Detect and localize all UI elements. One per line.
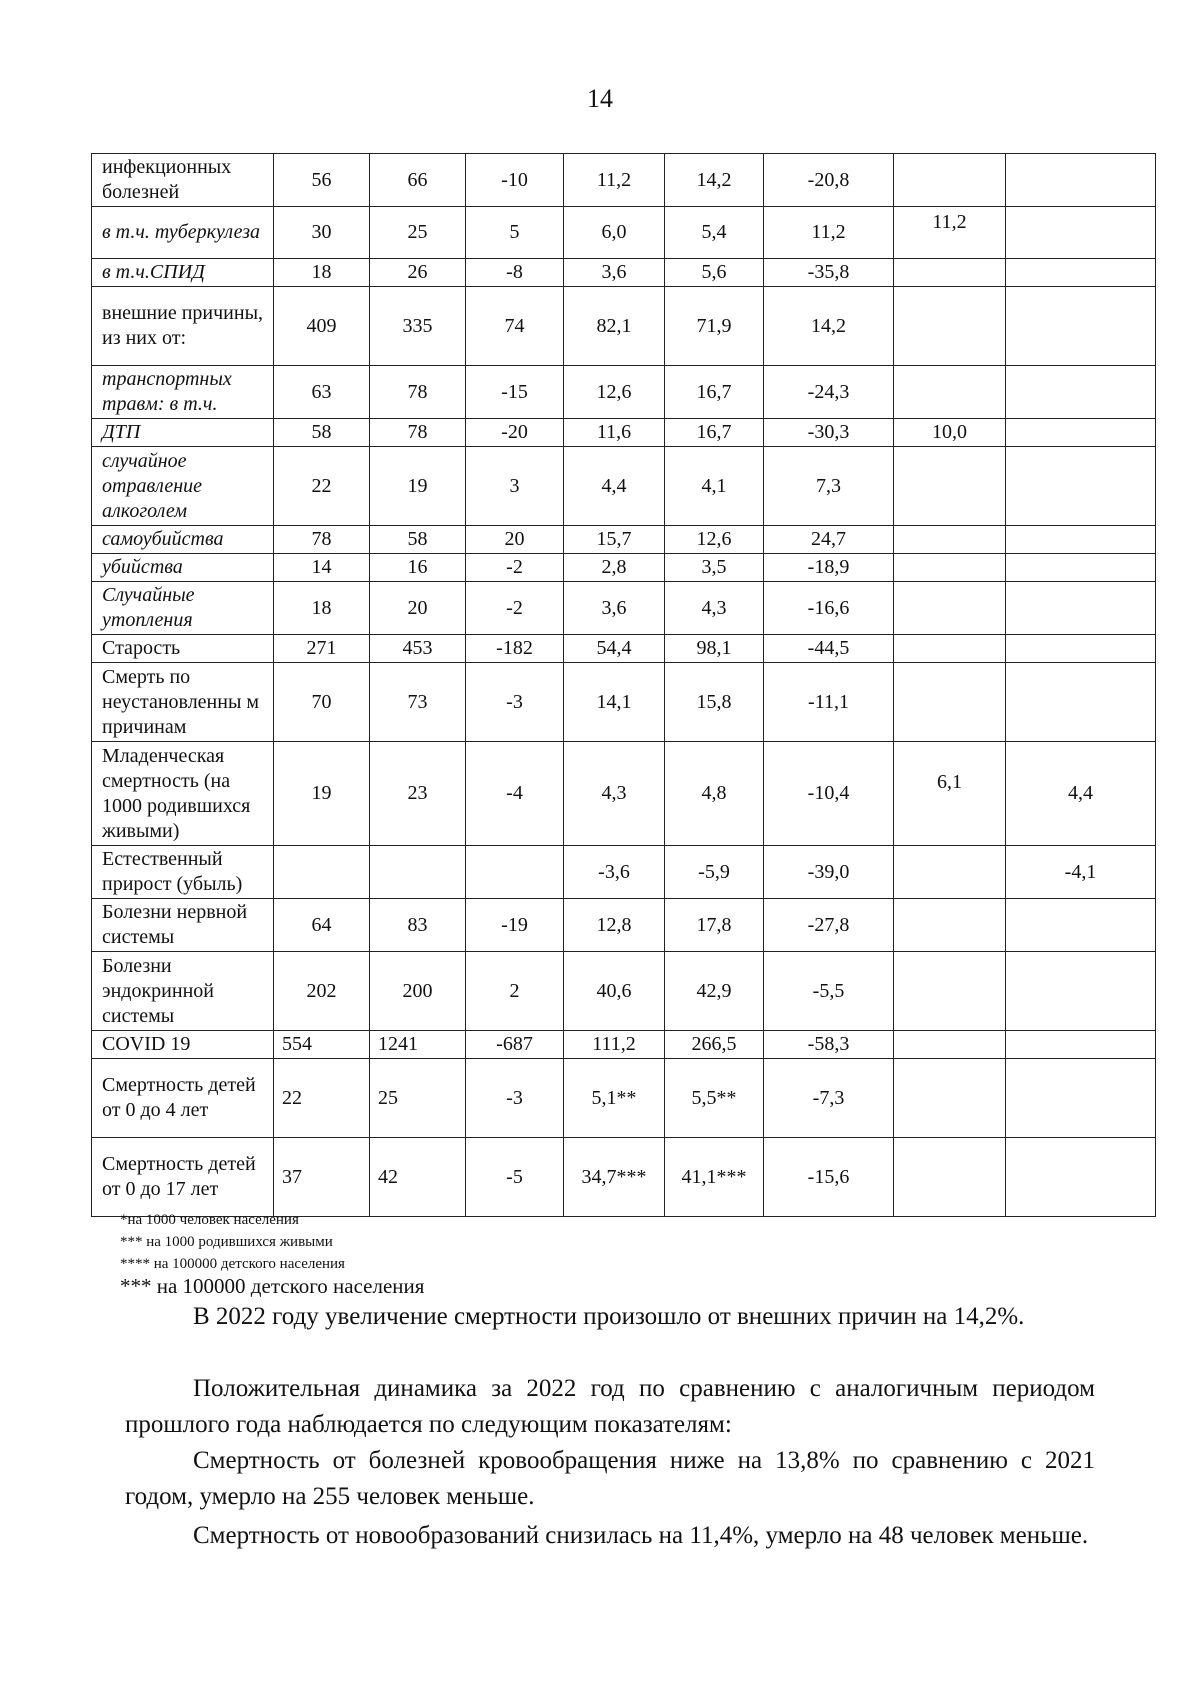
table-cell: [894, 526, 1006, 554]
table-cell: 3,6: [564, 582, 665, 635]
table-cell: 22: [274, 1059, 370, 1138]
table-cell: -19: [466, 899, 564, 952]
table-cell: -10,4: [764, 742, 894, 846]
table-cell: 16,7: [665, 419, 764, 447]
table-cell: -2: [466, 554, 564, 582]
table-cell: 10,0: [894, 419, 1006, 447]
table-row: [92, 366, 1156, 419]
table-row: [92, 1031, 1156, 1059]
table-cell: -3,6: [564, 846, 665, 899]
table-cell: -2: [466, 582, 564, 635]
table-cell: -24,3: [764, 366, 894, 419]
row-label: убийства: [92, 554, 274, 582]
table-row: [92, 207, 1156, 259]
row-label: Смерть по неустановленны м причинам: [92, 663, 274, 742]
table-cell: -5,9: [665, 846, 764, 899]
paragraph-text: Положительная динамика за 2022 год по сравнению с аналогичным периодом прошлого года наблюдается по следующим показателям:: [125, 1375, 1095, 1438]
table-row: [92, 259, 1156, 287]
table-cell: 70: [274, 663, 370, 742]
table-cell: 202: [274, 952, 370, 1031]
row-label: Младенческая смертность (на 1000 родившихся живыми): [92, 742, 274, 846]
table-cell: 19: [274, 742, 370, 846]
table-cell: 42,9: [665, 952, 764, 1031]
table-cell: 64: [274, 899, 370, 952]
table-row: [92, 952, 1156, 1031]
table-cell: 42: [370, 1138, 466, 1217]
table-row: [92, 899, 1156, 952]
table-cell: 30: [274, 207, 370, 259]
table-cell: [894, 554, 1006, 582]
table-row: [92, 582, 1156, 635]
table-cell: 18: [274, 259, 370, 287]
table-cell: 335: [370, 287, 466, 366]
table-cell: 453: [370, 635, 466, 663]
row-label: транспортных травм: в т.ч.: [92, 366, 274, 419]
table-cell: [894, 846, 1006, 899]
table-row: [92, 1138, 1156, 1217]
mortality-table: [91, 153, 1156, 1217]
table-cell: [894, 366, 1006, 419]
table-cell: 15,7: [564, 526, 665, 554]
table-cell: 41,1***: [665, 1138, 764, 1217]
body-paragraph: [125, 1443, 1095, 1515]
table-cell: [894, 1031, 1006, 1059]
table-cell: [1006, 207, 1156, 259]
table-cell: 14,2: [764, 287, 894, 366]
table-cell: 409: [274, 287, 370, 366]
row-label: Смертность детей от 0 до 4 лет: [92, 1059, 274, 1138]
table-cell: 2,8: [564, 554, 665, 582]
row-label: в т.ч. туберкулеза: [92, 207, 274, 259]
table-cell: [1006, 366, 1156, 419]
table-row: [92, 663, 1156, 742]
table-cell: -8: [466, 259, 564, 287]
table-cell: 3,5: [665, 554, 764, 582]
table-cell: [1006, 419, 1156, 447]
table-cell: -3: [466, 1059, 564, 1138]
table-cell: 54,4: [564, 635, 665, 663]
table-cell: -7,3: [764, 1059, 894, 1138]
table-cell: [894, 1059, 1006, 1138]
table-cell: 7,3: [764, 447, 894, 526]
row-label: Случайные утопления: [92, 582, 274, 635]
row-label: ДТП: [92, 419, 274, 447]
row-label: COVID 19: [92, 1031, 274, 1059]
table-cell: 4,4: [1006, 742, 1156, 846]
table-cell: 22: [274, 447, 370, 526]
table-cell: 4,3: [665, 582, 764, 635]
table-cell: 18: [274, 582, 370, 635]
table-cell: -35,8: [764, 259, 894, 287]
row-label: самоубийства: [92, 526, 274, 554]
table-cell: 82,1: [564, 287, 665, 366]
row-label: Естественный прирост (убыль): [92, 846, 274, 899]
table-cell: 56: [274, 154, 370, 207]
table-cell: 5,1**: [564, 1059, 665, 1138]
table-cell: -15: [466, 366, 564, 419]
table-cell: [274, 846, 370, 899]
table-row: [92, 287, 1156, 366]
table-cell: [1006, 554, 1156, 582]
table-cell: -687: [466, 1031, 564, 1059]
table-cell: [1006, 635, 1156, 663]
table-cell: [894, 899, 1006, 952]
table-cell: [370, 846, 466, 899]
table-cell: 200: [370, 952, 466, 1031]
table-cell: 58: [370, 526, 466, 554]
table-cell: [894, 259, 1006, 287]
page-number: 14: [587, 84, 613, 113]
table-cell: -15,6: [764, 1138, 894, 1217]
row-label: инфекционных болезней: [92, 154, 274, 207]
row-label: Старость: [92, 635, 274, 663]
table-cell: [1006, 259, 1156, 287]
table-cell: -5: [466, 1138, 564, 1217]
footnote: *** на 100000 детского населения: [120, 1274, 425, 1298]
table-cell: 20: [370, 582, 466, 635]
table-cell: 4,3: [564, 742, 665, 846]
body-paragraph: [125, 1299, 1095, 1335]
table-cell: [894, 952, 1006, 1031]
table-cell: 5,6: [665, 259, 764, 287]
table-cell: [1006, 663, 1156, 742]
table-cell: 14: [274, 554, 370, 582]
table-cell: 34,7***: [564, 1138, 665, 1217]
table-cell: 4,4: [564, 447, 665, 526]
table-cell: 3: [466, 447, 564, 526]
table-cell: [1006, 952, 1156, 1031]
table-row: [92, 526, 1156, 554]
table-row: [92, 635, 1156, 663]
footnote: **** на 100000 детского населения: [120, 1256, 345, 1272]
table-cell: -10: [466, 154, 564, 207]
table-cell: 3,6: [564, 259, 665, 287]
table-cell: 98,1: [665, 635, 764, 663]
table-cell: 12,6: [564, 366, 665, 419]
table-row: [92, 154, 1156, 207]
table-row: [92, 1059, 1156, 1138]
table-cell: 58: [274, 419, 370, 447]
table-cell: -5,5: [764, 952, 894, 1031]
table-cell: 2: [466, 952, 564, 1031]
table-row: [92, 447, 1156, 526]
row-label: Болезни эндокринной системы: [92, 952, 274, 1031]
table-cell: -4,1: [1006, 846, 1156, 899]
table-cell: 23: [370, 742, 466, 846]
body-paragraph: [125, 1518, 1095, 1554]
table-cell: [1006, 154, 1156, 207]
table-cell: 4,8: [665, 742, 764, 846]
table-cell: 5,4: [665, 207, 764, 259]
table-cell: 16: [370, 554, 466, 582]
table-cell: [1006, 1138, 1156, 1217]
table-cell: 73: [370, 663, 466, 742]
table-cell: -39,0: [764, 846, 894, 899]
table-cell: 5: [466, 207, 564, 259]
table-cell: 78: [370, 366, 466, 419]
table-cell: 26: [370, 259, 466, 287]
table-cell: -58,3: [764, 1031, 894, 1059]
table-cell: -16,6: [764, 582, 894, 635]
table-cell: [1006, 526, 1156, 554]
table-cell: -30,3: [764, 419, 894, 447]
table-cell: 12,6: [665, 526, 764, 554]
table-cell: 111,2: [564, 1031, 665, 1059]
table-cell: -4: [466, 742, 564, 846]
table-cell: [894, 582, 1006, 635]
table-cell: 11,2: [764, 207, 894, 259]
table-cell: [894, 287, 1006, 366]
table-cell: 4,1: [665, 447, 764, 526]
footnote: *на 1000 человек населения: [120, 1212, 299, 1228]
table-cell: [466, 846, 564, 899]
row-label: Болезни нервной системы: [92, 899, 274, 952]
footnote: *** на 1000 родившихся живыми: [120, 1234, 333, 1250]
table-cell: [894, 447, 1006, 526]
table-cell: [1006, 1031, 1156, 1059]
table-cell: [1006, 287, 1156, 366]
table-cell: [1006, 447, 1156, 526]
paragraph-text: Смертность от болезней кровообращения ниже на 13,8% по сравнению с 2021 годом, умерло на 255 человек меньше.: [125, 1447, 1095, 1510]
table-cell: 19: [370, 447, 466, 526]
table-cell: [1006, 899, 1156, 952]
table-cell: 24,7: [764, 526, 894, 554]
table-cell: [1006, 1059, 1156, 1138]
table-cell: 6,0: [564, 207, 665, 259]
table-row: [92, 554, 1156, 582]
table-cell: 1241: [370, 1031, 466, 1059]
paragraph-text: Смертность от новообразований снизилась на 11,4%, умерло на 48 человек меньше.: [193, 1522, 1089, 1549]
table-cell: 25: [370, 207, 466, 259]
table-cell: [894, 154, 1006, 207]
table-row: [92, 419, 1156, 447]
table-cell: -20,8: [764, 154, 894, 207]
table-cell: 14,2: [665, 154, 764, 207]
table-cell: 78: [274, 526, 370, 554]
table-cell: 17,8: [665, 899, 764, 952]
table-cell: 25: [370, 1059, 466, 1138]
table-cell: 78: [370, 419, 466, 447]
table-cell: 12,8: [564, 899, 665, 952]
table-cell: 11,2: [894, 207, 1006, 259]
table-cell: -18,9: [764, 554, 894, 582]
table-cell: 266,5: [665, 1031, 764, 1059]
table-cell: -11,1: [764, 663, 894, 742]
row-label: Смертность детей от 0 до 17 лет: [92, 1138, 274, 1217]
table-row: [92, 742, 1156, 846]
table-cell: 6,1: [894, 742, 1006, 846]
table-cell: 16,7: [665, 366, 764, 419]
table-cell: 74: [466, 287, 564, 366]
table-cell: 40,6: [564, 952, 665, 1031]
table-cell: 20: [466, 526, 564, 554]
table-cell: 11,6: [564, 419, 665, 447]
row-label: в т.ч.СПИД: [92, 259, 274, 287]
table-cell: -3: [466, 663, 564, 742]
table-cell: [894, 635, 1006, 663]
table-cell: [894, 1138, 1006, 1217]
table-cell: 14,1: [564, 663, 665, 742]
table-cell: 83: [370, 899, 466, 952]
table-cell: 554: [274, 1031, 370, 1059]
table-cell: 11,2: [564, 154, 665, 207]
row-label: случайное отравление алкоголем: [92, 447, 274, 526]
table-cell: 15,8: [665, 663, 764, 742]
row-label: внешние причины, из них от:: [92, 287, 274, 366]
table-cell: 271: [274, 635, 370, 663]
table-cell: [1006, 582, 1156, 635]
table-cell: 5,5**: [665, 1059, 764, 1138]
table-cell: 63: [274, 366, 370, 419]
table-cell: -182: [466, 635, 564, 663]
table-cell: -20: [466, 419, 564, 447]
table-cell: [894, 663, 1006, 742]
body-paragraph: [125, 1371, 1095, 1443]
table-row: [92, 846, 1156, 899]
table-cell: -27,8: [764, 899, 894, 952]
table-cell: 66: [370, 154, 466, 207]
table-cell: -44,5: [764, 635, 894, 663]
table-cell: 37: [274, 1138, 370, 1217]
table-cell: 71,9: [665, 287, 764, 366]
paragraph-text: В 2022 году увеличение смертности произошло от внешних причин на 14,2%.: [193, 1303, 1025, 1330]
